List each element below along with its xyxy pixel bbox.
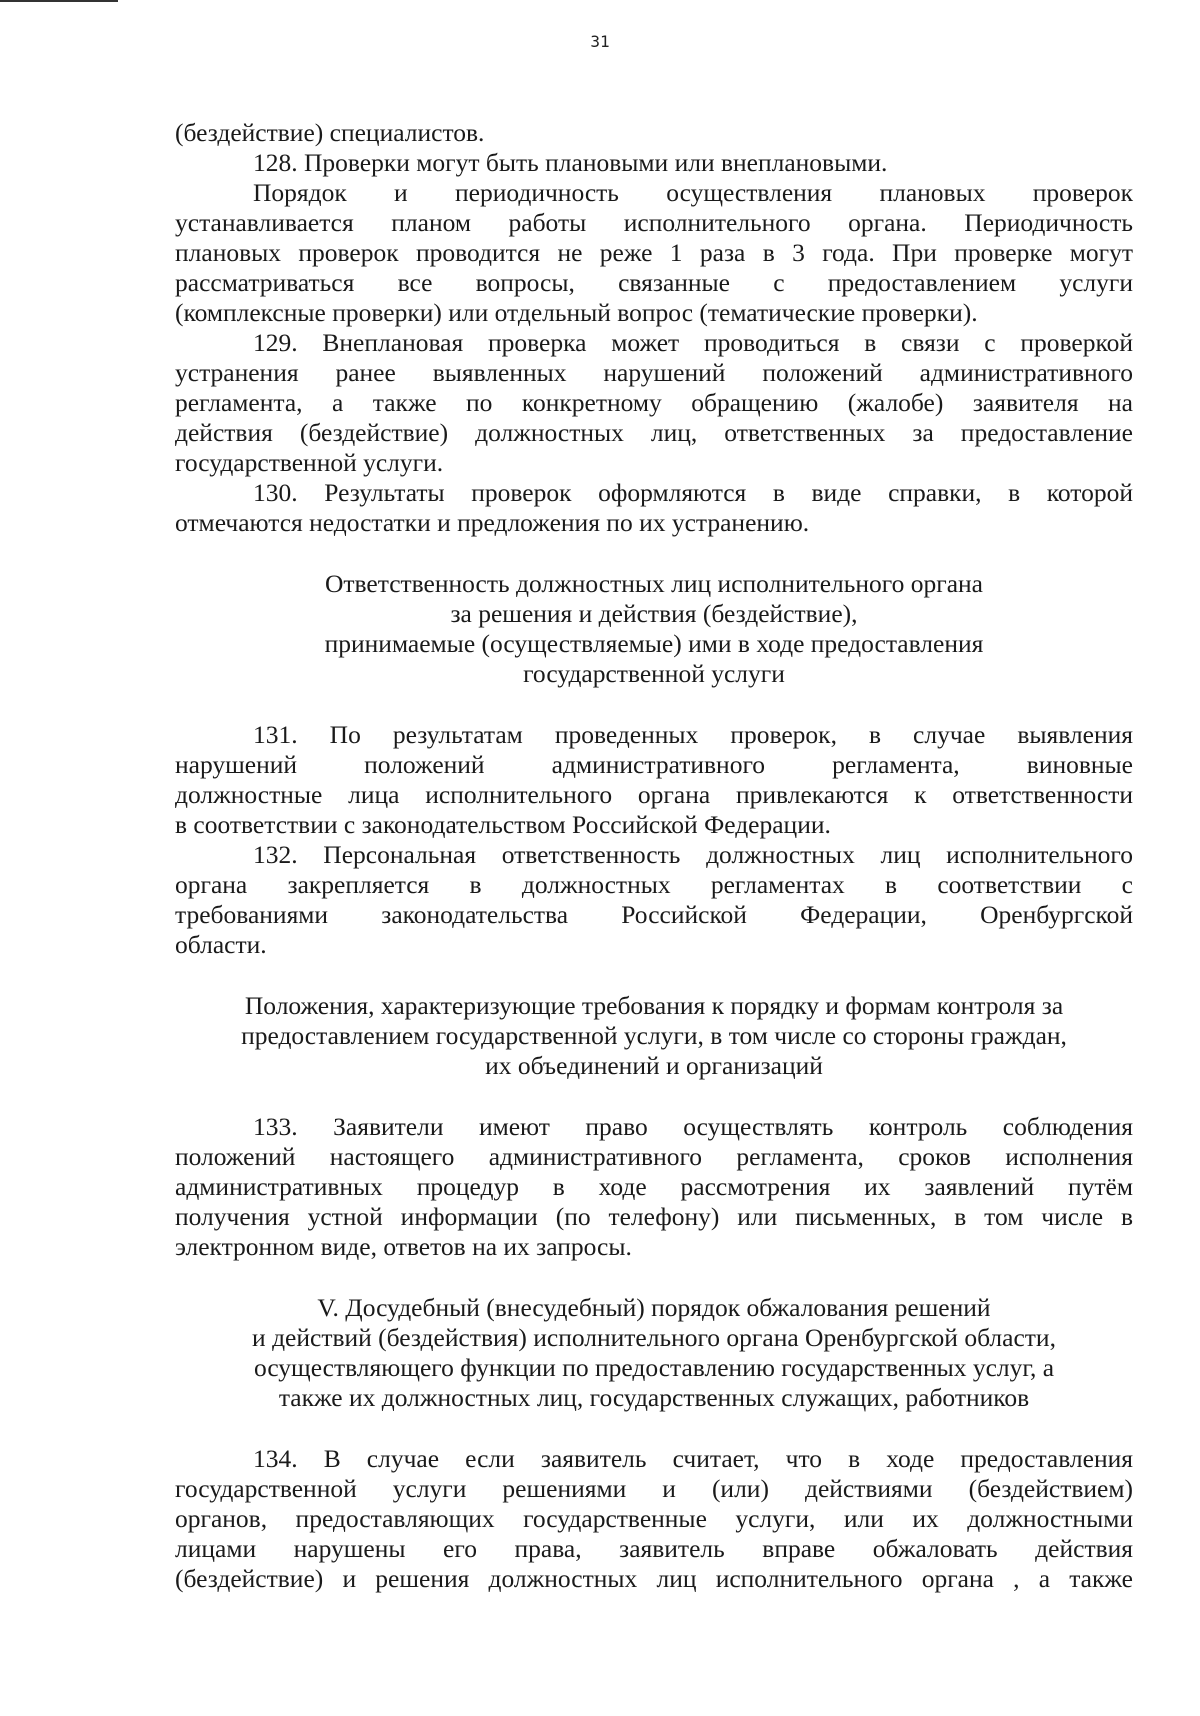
text-line: (бездействие) и решения должностных лиц исполнительного органа , а также	[175, 1564, 1133, 1593]
heading-line: их объединений и организаций	[485, 1051, 823, 1080]
paragraph-133	[175, 1112, 1133, 1262]
text-line: в соответствии с законодательством Российской Федерации.	[175, 810, 831, 839]
text-line: электронном виде, ответов на их запросы.	[175, 1232, 632, 1261]
paragraph-schedule	[175, 178, 1133, 328]
heading-line: за решения и действия (бездействие),	[450, 599, 858, 628]
heading-line: предоставлением государственной услуги, в том числе со стороны граждан,	[241, 1021, 1067, 1050]
text-line: (бездействие) специалистов.	[175, 118, 485, 147]
heading-line: V. Досудебный (внесудебный) порядок обжалования решений	[317, 1293, 991, 1322]
section-heading-responsibility	[175, 569, 1133, 689]
text-line: органов, предоставляющих государственные услуги, или их должностными	[175, 1504, 1133, 1533]
scan-edge-line	[0, 0, 118, 2]
text-line: 132. Персональная ответственность должностных лиц исполнительного	[253, 840, 1133, 869]
paragraph-continuation	[175, 118, 1133, 148]
spacer	[175, 538, 1133, 569]
text-line: 129. Внеплановая проверка может проводиться в связи с проверкой	[253, 328, 1133, 357]
paragraph-134	[175, 1444, 1133, 1594]
text-line: рассматриваться все вопросы, связанные с предоставлением услуги	[175, 268, 1133, 297]
text-line: государственной услуги решениями и (или) действиями (бездействием)	[175, 1474, 1133, 1503]
heading-line: также их должностных лиц, государственных служащих, работников	[278, 1383, 1030, 1412]
text-line: административных процедур в ходе рассмотрения их заявлений путём	[175, 1172, 1133, 1201]
text-line: органа закрепляется в должностных регламентах в соответствии с	[175, 870, 1133, 899]
text-line: 134. В случае если заявитель считает, что в ходе предоставления	[253, 1444, 1133, 1473]
text-line: требованиями законодательства Российской Федерации, Оренбургской	[175, 900, 1133, 929]
text-line: регламента, а также по конкретному обращению (жалобе) заявителя на	[175, 388, 1133, 417]
text-line: устранения ранее выявленных нарушений положений административного	[175, 358, 1133, 387]
heading-line: принимаемые (осуществляемые) ими в ходе предоставления	[324, 629, 984, 658]
text-line: положений настоящего административного регламента, сроков исполнения	[175, 1142, 1133, 1171]
text-line: должностные лица исполнительного органа привлекаются к ответственности	[175, 780, 1133, 809]
section-heading-appeal	[175, 1293, 1133, 1413]
text-line: действия (бездействие) должностных лиц, ответственных за предоставление	[175, 418, 1133, 447]
text-line: 128. Проверки могут быть плановыми или внеплановыми.	[253, 148, 888, 177]
text-line: государственной услуги.	[175, 448, 444, 477]
heading-line: государственной услуги	[523, 659, 785, 688]
paragraph-130	[175, 478, 1133, 538]
text-line: Порядок и периодичность осуществления плановых проверок	[253, 178, 1133, 207]
text-line: нарушений положений административного регламента, виновные	[175, 750, 1133, 779]
paragraph-131	[175, 720, 1133, 840]
text-line: области.	[175, 930, 267, 959]
text-line: получения устной информации (по телефону) или письменных, в том числе в	[175, 1202, 1133, 1231]
heading-line: Положения, характеризующие требования к порядку и формам контроля за	[244, 991, 1064, 1020]
text-line: 131. По результатам проведенных проверок, в случае выявления	[253, 720, 1133, 749]
spacer	[175, 1262, 1133, 1293]
spacer	[175, 1413, 1133, 1444]
heading-line: и действий (бездействия) исполнительного органа Оренбургской области,	[252, 1323, 1056, 1352]
text-line: плановых проверок проводится не реже 1 раза в 3 года. При проверке могут	[175, 238, 1133, 267]
paragraph-129	[175, 328, 1133, 478]
text-line: 133. Заявители имеют право осуществлять контроль соблюдения	[253, 1112, 1133, 1141]
paragraph-132	[175, 840, 1133, 960]
heading-line: Ответственность должностных лиц исполнительного органа	[324, 569, 983, 598]
text-line: 130. Результаты проверок оформляются в виде справки, в которой	[253, 478, 1133, 507]
spacer	[175, 960, 1133, 991]
document-body	[175, 118, 1133, 1594]
text-line: устанавливается планом работы исполнительного органа. Периодичность	[175, 208, 1133, 237]
heading-line: осуществляющего функции по предоставлению государственных услуг, а	[253, 1353, 1055, 1382]
paragraph-128	[175, 148, 1133, 178]
page-number: 31	[590, 32, 610, 51]
spacer	[175, 1081, 1133, 1112]
section-heading-control	[175, 991, 1133, 1081]
spacer	[175, 689, 1133, 720]
text-line: (комплексные проверки) или отдельный вопрос (тематические проверки).	[175, 298, 978, 327]
text-line: отмечаются недостатки и предложения по их устранению.	[175, 508, 810, 537]
text-line: лицами нарушены его права, заявитель вправе обжаловать действия	[175, 1534, 1133, 1563]
